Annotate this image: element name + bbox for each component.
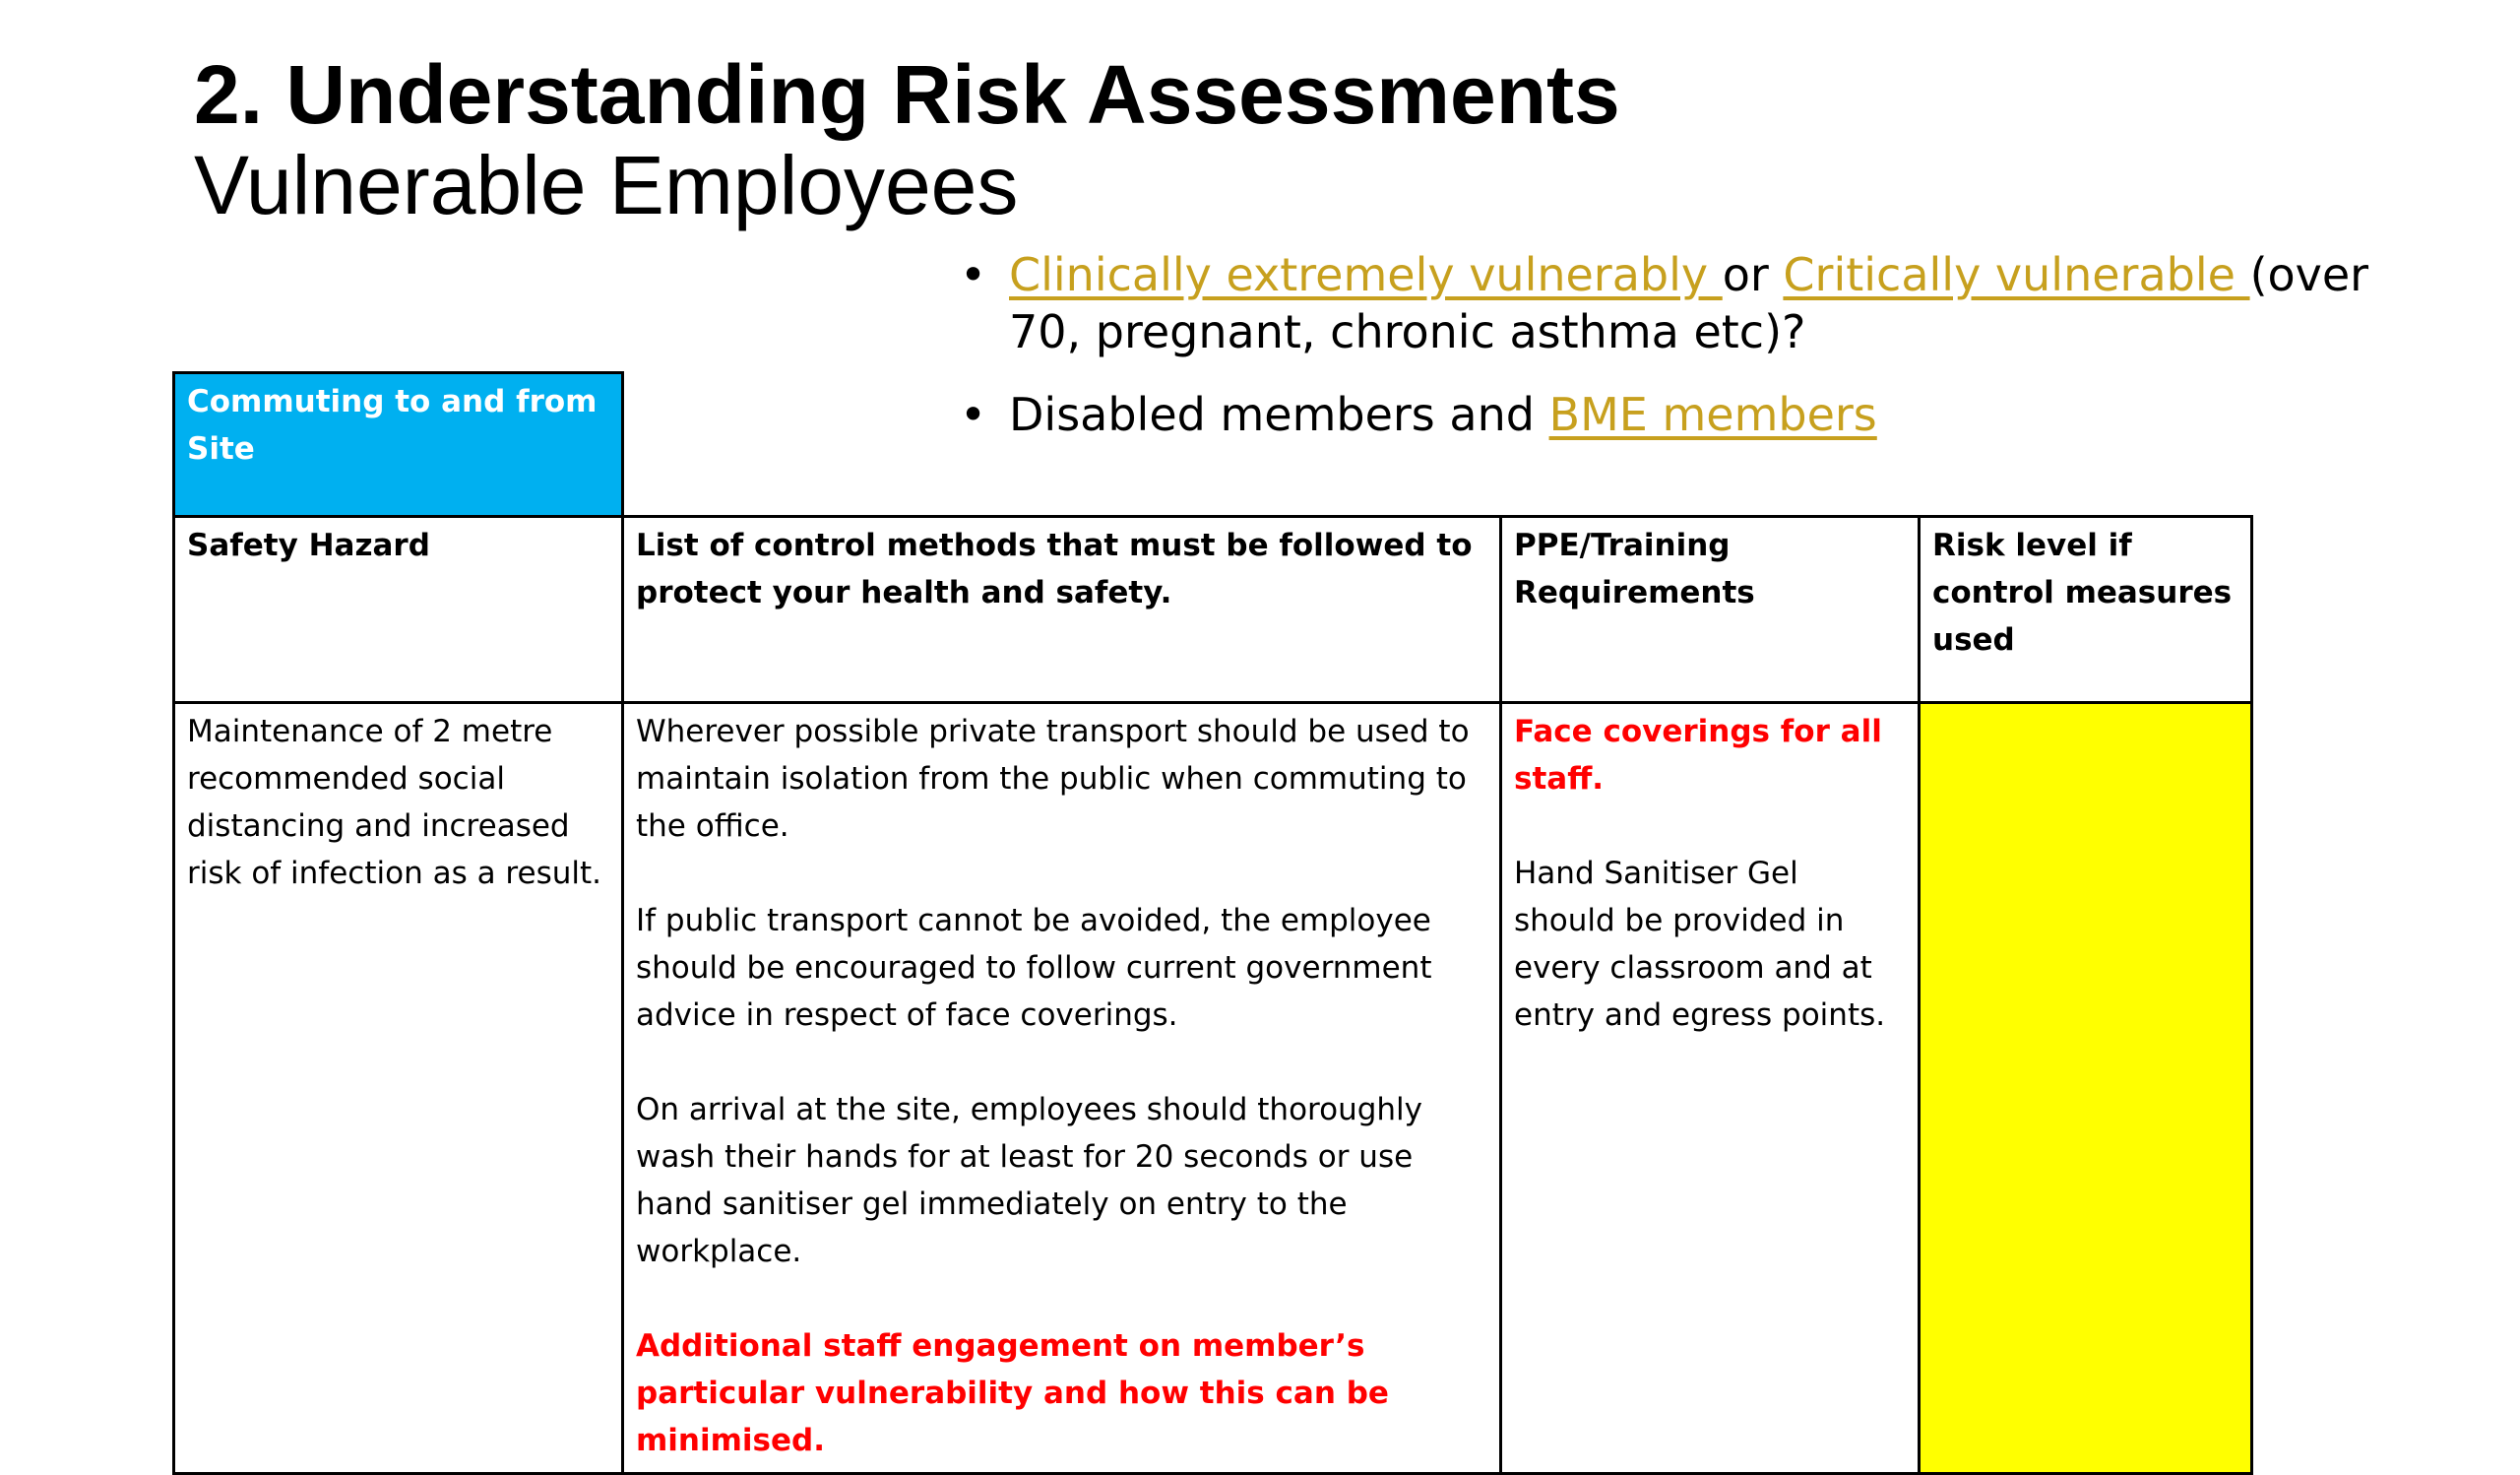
table-row [174, 703, 2252, 1474]
bullet-text: (over 70, pregnant, chronic asthma etc)? [1009, 248, 2369, 358]
ppe-paragraph-emphasis: Face coverings for all staff. [1514, 714, 1882, 797]
slide-title: 2. Understanding Risk Assessments [194, 48, 1620, 141]
control-paragraph: Wherever possible private transport should be used to maintain isolation from the public when commuting to the office. [636, 714, 1470, 844]
section-header-row [174, 373, 2252, 517]
bullet-dot-icon: • [960, 388, 987, 441]
control-paragraph-emphasis: Additional staff engagement on member’s particular vulnerability and how this can be minimised. [636, 1328, 1389, 1458]
risk-assessment-table-wrap [172, 371, 2253, 1475]
link-critically-vulnerable[interactable]: Critically vulnerable [1783, 248, 2250, 301]
table-header-row [174, 517, 2252, 703]
risk-assessment-table [172, 371, 2253, 1475]
header-control-methods: List of control methods that must be followed to protect your health and safety. [623, 517, 1501, 703]
hazard-cell: Maintenance of 2 metre recommended social distancing and increased risk of infection as a result. [174, 703, 623, 1474]
ppe-cell [1501, 703, 1920, 1474]
control-paragraph: On arrival at the site, employees should thoroughly wash their hands for at least for 20 seconds or use hand sanitiser gel immediately on entry to the workplace. [636, 1092, 1423, 1269]
control-paragraph: If public transport cannot be avoided, the employee should be encouraged to follow current government advice in respect of face coverings. [636, 903, 1432, 1033]
bullet-dot-icon: • [960, 248, 987, 301]
bullet-item-vulnerability [960, 246, 2397, 360]
slide-subtitle: Vulnerable Employees [194, 139, 1019, 231]
header-ppe-training: PPE/Training Requirements [1501, 517, 1920, 703]
section-header-cell: Commuting to and from Site [174, 373, 623, 517]
header-risk-level: Risk level if control measures used [1920, 517, 2252, 703]
link-bme-members[interactable]: BME members [1548, 388, 1877, 441]
link-clinically-extremely-vulnerable[interactable]: Clinically extremely vulnerably [1009, 248, 1723, 301]
header-safety-hazard: Safety Hazard [174, 517, 623, 703]
controls-cell [623, 703, 1501, 1474]
ppe-paragraph: Hand Sanitiser Gel should be provided in every classroom and at entry and egress points. [1514, 856, 1886, 1033]
bullet-text: or [1722, 248, 1784, 301]
risk-level-cell[interactable] [1920, 703, 2252, 1474]
bullet-text: Disabled members and [1009, 388, 1549, 441]
blank-cell [623, 373, 2252, 517]
